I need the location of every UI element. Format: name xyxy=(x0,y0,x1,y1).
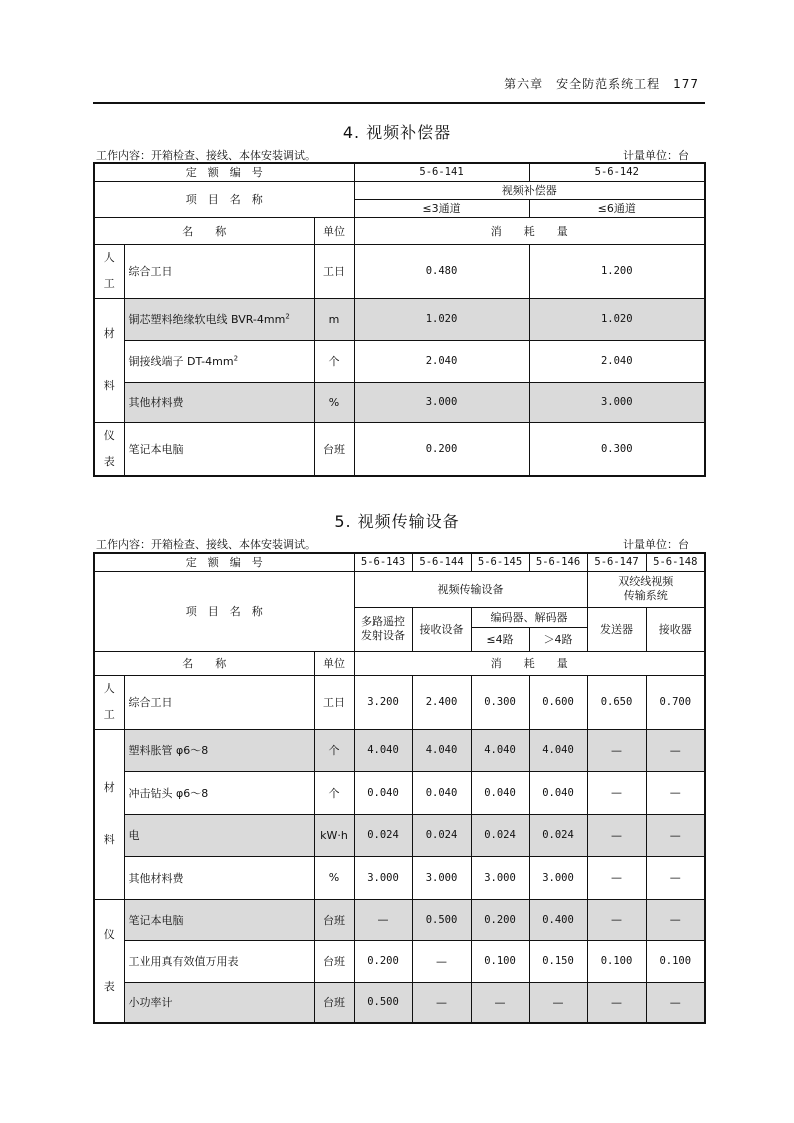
row-unit: kW·h xyxy=(314,814,354,856)
row-unit: 台班 xyxy=(314,899,354,940)
table-row xyxy=(94,571,705,607)
value-cell: 0.200 xyxy=(354,422,529,476)
code-cell: 5-6-145 xyxy=(471,553,529,571)
sub-header-gt4: ＞4路 xyxy=(529,627,587,651)
value-cell: — xyxy=(646,729,705,771)
value-cell: 4.040 xyxy=(529,729,587,771)
row-name: 其他材料费 xyxy=(124,382,314,422)
row-unit: m xyxy=(314,298,354,340)
row-name: 电 xyxy=(124,814,314,856)
value-cell: 0.040 xyxy=(471,771,529,814)
item-name-header: 项 目 名 称 xyxy=(94,181,354,217)
table-row xyxy=(94,856,705,899)
value-cell: — xyxy=(529,982,587,1023)
section4-title: 4. 视频补偿器 xyxy=(342,123,452,142)
code-cell: 5-6-146 xyxy=(529,553,587,571)
code-cell: 5-6-147 xyxy=(587,553,646,571)
value-cell: 1.020 xyxy=(354,298,529,340)
value-cell: — xyxy=(354,899,412,940)
sub-header: ≤3通道 xyxy=(354,199,529,217)
value-cell: 0.500 xyxy=(354,982,412,1023)
consumption-header: 消 耗 量 xyxy=(354,217,705,244)
code-header: 定 额 编 号 xyxy=(94,553,354,571)
value-cell: 0.040 xyxy=(529,771,587,814)
row-name: 笔记本电脑 xyxy=(124,899,314,940)
table-row xyxy=(94,340,705,382)
value-cell: 2.400 xyxy=(412,675,471,729)
section5-title: 5. 视频传输设备 xyxy=(334,512,460,531)
value-cell: 1.020 xyxy=(529,298,705,340)
section5-unit: 计量单位：台 xyxy=(623,538,689,551)
value-cell: — xyxy=(587,814,646,856)
unit-header: 单位 xyxy=(314,217,354,244)
row-unit: 个 xyxy=(314,340,354,382)
section5-table xyxy=(93,552,706,1024)
value-cell: 0.024 xyxy=(529,814,587,856)
row-name: 小功率计 xyxy=(124,982,314,1023)
code-cell: 5-6-148 xyxy=(646,553,705,571)
row-unit: % xyxy=(314,382,354,422)
table-row xyxy=(94,217,705,244)
value-cell: — xyxy=(587,771,646,814)
row-unit: 工日 xyxy=(314,675,354,729)
row-unit: 台班 xyxy=(314,940,354,982)
value-cell: 0.300 xyxy=(529,422,705,476)
row-unit: 台班 xyxy=(314,982,354,1023)
value-cell: 3.000 xyxy=(471,856,529,899)
sub-header: ≤6通道 xyxy=(529,199,705,217)
chapter-page-label: 第六章 安全防范系统工程 177 xyxy=(504,77,699,91)
row-name: 冲击钻头 φ6～8 xyxy=(124,771,314,814)
row-name: 塑料胀管 φ6～8 xyxy=(124,729,314,771)
row-unit: 个 xyxy=(314,729,354,771)
value-cell: 0.040 xyxy=(412,771,471,814)
table-row xyxy=(94,814,705,856)
group-header-video: 视频传输设备 xyxy=(354,571,587,607)
row-name: 铜芯塑料绝缘软电线 BVR-$4mm^2$ xyxy=(124,298,314,340)
value-cell: — xyxy=(646,899,705,940)
value-cell: 4.040 xyxy=(412,729,471,771)
value-cell: 0.100 xyxy=(471,940,529,982)
code-cell: 5-6-143 xyxy=(354,553,412,571)
category-instruments: 仪 表 xyxy=(94,422,124,476)
value-cell: 1.200 xyxy=(529,244,705,298)
value-cell: 3.000 xyxy=(529,856,587,899)
value-cell: — xyxy=(587,899,646,940)
category-labor: 人 工 xyxy=(94,244,124,298)
page-header xyxy=(93,72,705,104)
category-instruments: 仪 表 xyxy=(94,899,124,1023)
value-cell: 0.100 xyxy=(587,940,646,982)
value-cell: 3.000 xyxy=(412,856,471,899)
value-cell: 0.024 xyxy=(471,814,529,856)
value-cell: — xyxy=(412,982,471,1023)
table-row xyxy=(94,982,705,1023)
value-cell: — xyxy=(646,771,705,814)
row-unit: 个 xyxy=(314,771,354,814)
value-cell: — xyxy=(646,814,705,856)
sub-header-receiver: 接收设备 xyxy=(412,607,471,651)
table-row xyxy=(94,729,705,771)
value-cell: 0.200 xyxy=(354,940,412,982)
code-header: 定 额 编 号 xyxy=(94,163,354,181)
value-cell: 0.650 xyxy=(587,675,646,729)
group-header-twisted-pair: 双绞线视频 传输系统 xyxy=(587,571,705,607)
value-cell: 0.300 xyxy=(471,675,529,729)
category-materials: 材 料 xyxy=(94,729,124,899)
value-cell: 0.100 xyxy=(646,940,705,982)
name-header: 名 称 xyxy=(94,217,314,244)
value-cell: 2.040 xyxy=(529,340,705,382)
value-cell: 0.480 xyxy=(354,244,529,298)
value-cell: — xyxy=(471,982,529,1023)
value-cell: 4.040 xyxy=(471,729,529,771)
unit-header: 单位 xyxy=(314,651,354,675)
value-cell: — xyxy=(646,856,705,899)
sub-header-sender: 发送器 xyxy=(587,607,646,651)
value-cell: 3.000 xyxy=(354,382,529,422)
value-cell: 0.400 xyxy=(529,899,587,940)
table-row xyxy=(94,651,705,675)
section4-table xyxy=(93,162,706,477)
row-name: 综合工日 xyxy=(124,244,314,298)
value-cell: 3.200 xyxy=(354,675,412,729)
section4-unit: 计量单位：台 xyxy=(623,149,689,162)
sub-header-multi: 多路遥控 发射设备 xyxy=(354,607,412,651)
value-cell: 0.024 xyxy=(412,814,471,856)
table-row xyxy=(94,899,705,940)
value-cell: 0.700 xyxy=(646,675,705,729)
table-row xyxy=(94,244,705,298)
code-cell: 5-6-142 xyxy=(529,163,705,181)
value-cell: — xyxy=(646,982,705,1023)
value-cell: 2.040 xyxy=(354,340,529,382)
table-row xyxy=(94,382,705,422)
row-unit: 工日 xyxy=(314,244,354,298)
table-row xyxy=(94,553,705,571)
category-labor: 人 工 xyxy=(94,675,124,729)
row-unit: 台班 xyxy=(314,422,354,476)
code-cell: 5-6-141 xyxy=(354,163,529,181)
sub-header-codec: 编码器、解码器 xyxy=(471,607,587,627)
value-cell: 3.000 xyxy=(354,856,412,899)
table-row xyxy=(94,298,705,340)
name-header: 名 称 xyxy=(94,651,314,675)
value-cell: — xyxy=(587,982,646,1023)
value-cell: — xyxy=(587,856,646,899)
row-unit: % xyxy=(314,856,354,899)
table-row xyxy=(94,675,705,729)
value-cell: — xyxy=(412,940,471,982)
item-name-header: 项 目 名 称 xyxy=(94,571,354,651)
consumption-header: 消 耗 量 xyxy=(354,651,705,675)
sub-header-le4: ≤4路 xyxy=(471,627,529,651)
value-cell: 0.150 xyxy=(529,940,587,982)
value-cell: 0.024 xyxy=(354,814,412,856)
row-name: 其他材料费 xyxy=(124,856,314,899)
value-cell: 3.000 xyxy=(529,382,705,422)
section5-work-content: 工作内容：开箱检查、接线、本体安装调试。 xyxy=(96,538,316,551)
sub-header-receiver2: 接收器 xyxy=(646,607,705,651)
row-name: 工业用真有效值万用表 xyxy=(124,940,314,982)
group-header: 视频补偿器 xyxy=(354,181,705,199)
row-name: 笔记本电脑 xyxy=(124,422,314,476)
code-cell: 5-6-144 xyxy=(412,553,471,571)
table-row xyxy=(94,181,705,199)
value-cell: 0.040 xyxy=(354,771,412,814)
value-cell: — xyxy=(587,729,646,771)
table-row xyxy=(94,940,705,982)
table-row xyxy=(94,771,705,814)
value-cell: 0.500 xyxy=(412,899,471,940)
category-materials: 材 料 xyxy=(94,298,124,422)
table-row xyxy=(94,163,705,181)
value-cell: 4.040 xyxy=(354,729,412,771)
row-name: 铜接线端子 $DT-4mm^2$ xyxy=(124,340,314,382)
row-name: 综合工日 xyxy=(124,675,314,729)
value-cell: 0.200 xyxy=(471,899,529,940)
section4-work-content: 工作内容：开箱检查、接线、本体安装调试。 xyxy=(96,149,316,162)
table-row xyxy=(94,422,705,476)
value-cell: 0.600 xyxy=(529,675,587,729)
